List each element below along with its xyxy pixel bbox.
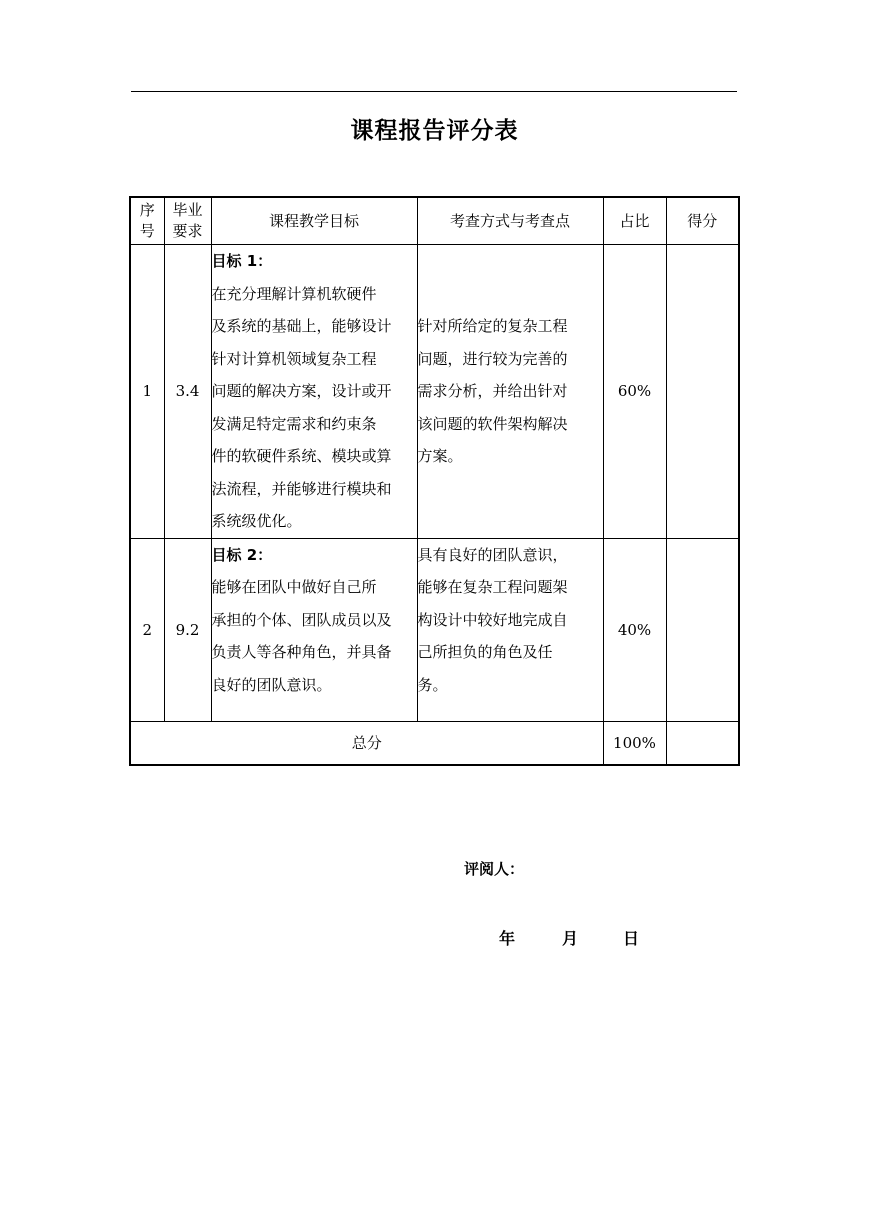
row-score-cell[interactable]: [666, 245, 739, 539]
row-assessment: 具有良好的团队意识， 能够在复杂工程问题架 构设计中较好地完成自 己所担负的角色及任 务。: [417, 538, 603, 721]
header-weight: 占比: [603, 197, 666, 245]
document-title: 课程报告评分表: [350, 118, 519, 144]
reviewer-label: 评阅人：: [464, 860, 525, 878]
objective-title: 目标 2：: [211, 545, 273, 564]
objective-title: 目标 1：: [211, 252, 273, 270]
table-row: [130, 538, 739, 721]
row-seq: 1: [130, 245, 164, 539]
header-seq: 序 号: [130, 197, 164, 245]
total-label: 总分: [130, 721, 603, 765]
table-row: [130, 245, 739, 539]
header-objective: 课程教学目标: [211, 197, 417, 245]
header-assessment: 考查方式与考查点: [417, 197, 603, 245]
total-row: [130, 721, 739, 765]
total-score-cell[interactable]: [666, 721, 739, 765]
row-requirement: 3.4: [164, 245, 211, 539]
year-label: 年: [499, 929, 516, 948]
row-weight: 60%: [603, 245, 666, 539]
row-assessment: 针对所给定的复杂工程 问题，进行较为完善的 需求分析，并给出针对 该问题的软件架构解决 方案。: [417, 245, 603, 539]
day-label: 日: [623, 929, 640, 948]
row-seq: 2: [130, 538, 164, 721]
header-score: 得分: [666, 197, 739, 245]
row-score-cell[interactable]: [666, 538, 739, 721]
row-objective: 目标 2： 能够在团队中做好自己所 承担的个体、团队成员以及 负责人等各种角色，并具备 良好的团队意识。: [211, 538, 417, 721]
month-label: 月: [562, 929, 579, 948]
header-requirement: 毕业 要求: [164, 197, 211, 245]
header-rule: [131, 91, 737, 92]
table-header-row: [130, 197, 739, 245]
total-weight: 100%: [603, 721, 666, 765]
grading-table: [129, 196, 740, 766]
row-requirement: 9.2: [164, 538, 211, 721]
row-weight: 40%: [603, 538, 666, 721]
row-objective: 目标 1： 在充分理解计算机软硬件 及系统的基础上，能够设计 针对计算机领域复杂工程 问题的解决方案，设计或开 发满足特定需求和约束条 件的软硬件系统、模块或算 法流程，并能够进行模块和 系统级优化。: [211, 245, 417, 539]
